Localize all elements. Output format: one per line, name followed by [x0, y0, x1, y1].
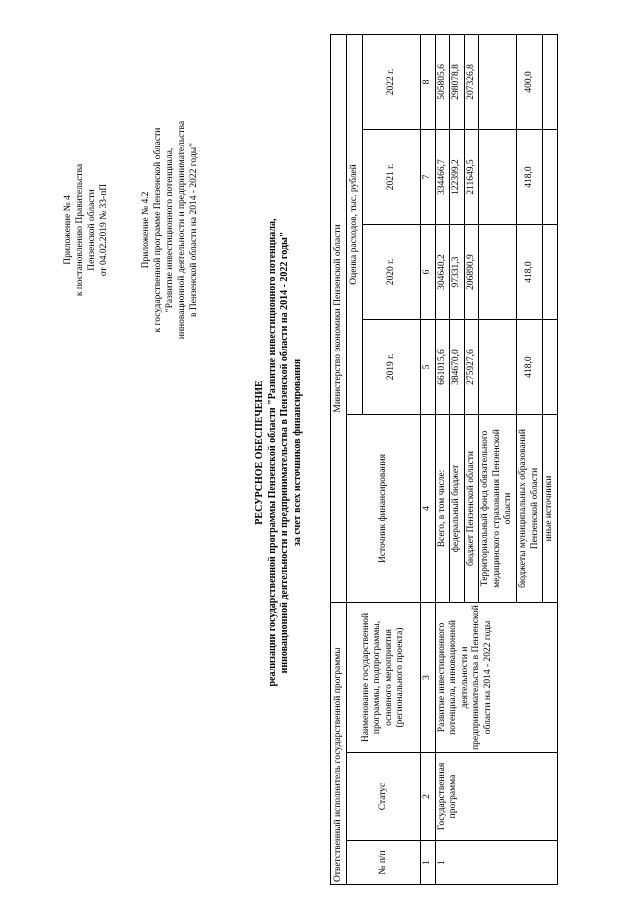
value-cell: [543, 130, 558, 225]
value-cell: 418,0: [517, 130, 543, 225]
row-program-name: Развитие инвестиционного потенциала, инновационной деятельности и предпринимательства в Пензенской области на 2014 - 2022 годы: [435, 603, 557, 753]
col-status-header: Статус: [347, 753, 421, 841]
appendix-4-2-line: инновационной деятельности и предпринимательства: [177, 120, 187, 340]
document-title: [254, 40, 304, 865]
value-cell: 334466,7: [435, 130, 450, 225]
value-cell: 298078,8: [450, 34, 465, 129]
value-cell: 661015,6: [435, 320, 450, 415]
value-cell: [479, 34, 517, 129]
col-no-header: № п/п: [347, 841, 421, 885]
value-cell: [479, 130, 517, 225]
source-label: федеральный бюджет: [450, 415, 465, 603]
appendix-4-2-line: Приложение № 4.2: [141, 191, 151, 269]
value-cell: 384670,0: [450, 320, 465, 415]
value-cell: 418,0: [517, 320, 543, 415]
column-number: 2: [421, 753, 436, 841]
resource-table-wrapper: [330, 35, 558, 885]
value-cell: 207326,8: [464, 34, 479, 129]
resource-table: [330, 34, 558, 885]
year-2022-header: 2022 г.: [363, 34, 421, 129]
value-cell: [543, 225, 558, 320]
value-cell: 418,0: [517, 225, 543, 320]
row-status: Государственная программа: [435, 753, 557, 841]
executor-value: Министерство экономики Пензенской области: [331, 34, 347, 602]
value-cell: 97331,3: [450, 225, 465, 320]
executor-row: [331, 34, 347, 884]
column-number: 6: [421, 225, 436, 320]
value-cell: 122399,2: [450, 130, 465, 225]
column-number: 4: [421, 415, 436, 603]
table-row: [435, 34, 450, 884]
value-cell: 206890,9: [464, 225, 479, 320]
year-2019-header: 2019 г.: [363, 320, 421, 415]
value-cell: [543, 320, 558, 415]
column-number: 8: [421, 34, 436, 129]
appendix-4-2-line: к государственной программе Пензенской области: [153, 127, 163, 333]
appendix-4-line: к постановлению Правительства: [75, 163, 85, 297]
appendix-4-2-line: "Развитие инвестиционного потенциала,: [165, 147, 175, 313]
title-line: РЕСУРСНОЕ ОБЕСПЕЧЕНИЕ: [254, 380, 265, 525]
source-label: Территориальный фонд обязательного медицинского страхования Пензенской области: [479, 415, 517, 603]
appendix-4-line: Приложение № 4: [63, 195, 73, 265]
title-line: за счет всех источников финансирования: [291, 358, 303, 547]
appendix-4-line: от 04.02.2019 № 33-пП: [99, 183, 109, 277]
value-cell: 275927,6: [464, 320, 479, 415]
value-cell: [479, 225, 517, 320]
source-label: бюджет Пензенской области: [464, 415, 479, 603]
col-estimate-header: Оценка расходов, тыс. рублей: [347, 34, 363, 414]
row-number: 1: [435, 841, 557, 885]
title-line: инновационной деятельности и предпринимательства в Пензенской области на 2014 - 2022 годы": [279, 231, 290, 674]
source-label: Всего, в том числе:: [435, 415, 450, 603]
appendix-4-2-header: [140, 95, 200, 365]
column-number: 3: [421, 603, 436, 753]
year-2021-header: 2021 г.: [363, 130, 421, 225]
col-name-header: Наименование государственной программы, подпрограммы, основного мероприятия (регионального проекта): [347, 603, 421, 753]
appendix-4-header: [62, 115, 110, 345]
appendix-4-line: Пензенской области: [87, 189, 97, 271]
value-cell: 505805,6: [435, 34, 450, 129]
value-cell: [543, 34, 558, 129]
value-cell: [479, 320, 517, 415]
value-cell: 400,0: [517, 34, 543, 129]
executor-label: Ответственный исполнитель государственной программы: [331, 603, 347, 885]
value-cell: 211649,5: [464, 130, 479, 225]
column-number: 7: [421, 130, 436, 225]
title-line: реализации государственной программы Пензенской области "Развитие инвестиционного потенциала,: [266, 218, 278, 687]
value-cell: 304640,2: [435, 225, 450, 320]
year-2020-header: 2020 г.: [363, 225, 421, 320]
source-label: иные источники: [543, 415, 558, 603]
appendix-4-2-line: в Пензенской области на 2014 - 2022 годы": [189, 143, 199, 317]
col-source-header: Источник финансирования: [347, 415, 421, 603]
column-number: 5: [421, 320, 436, 415]
header-row: [347, 34, 363, 884]
source-label: бюджеты муниципальных образований Пензенской области: [517, 415, 543, 603]
column-number: 1: [421, 841, 436, 885]
column-numbers-row: [421, 34, 436, 884]
